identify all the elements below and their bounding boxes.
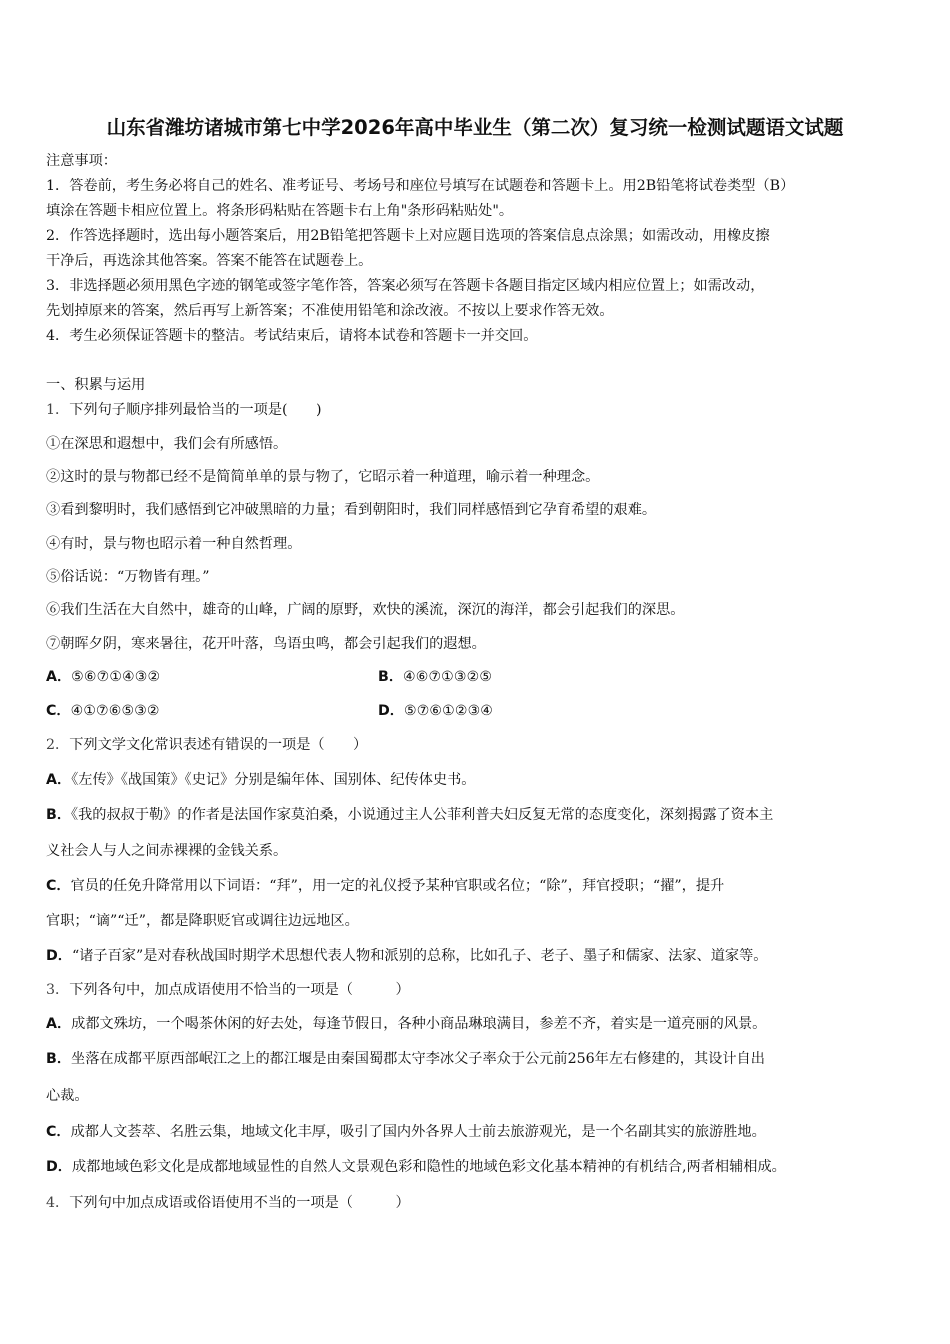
question-stem: 下列句中加点成语或俗语使用不当的一项是（ ） [69, 1195, 410, 1211]
sentence-item: ②这时的景与物都已经不是简简单单的景与物了，它昭示着一种道理，喻示着一种理念。 [46, 469, 600, 485]
option-label: B． [46, 1051, 72, 1067]
sentence-item: ③看到黎明时，我们感悟到它冲破黑暗的力量；看到朝阳时，我们同样感悟到它孕育希望的艰难。 [46, 502, 657, 518]
sentence-item: ⑦朝晖夕阴，寒来暑往，花开叶落，鸟语虫鸣，都会引起我们的遐想。 [46, 636, 486, 652]
option-c[interactable] [46, 877, 724, 895]
option-label: C． [46, 1124, 71, 1140]
sentence-item: ⑤俗话说：“万物皆有理。” [46, 569, 210, 585]
question-number: 3． [46, 982, 70, 998]
option-b-continuation: 义社会人与人之间赤裸裸的金钱关系。 [46, 843, 288, 859]
option-b-continuation: 心裁。 [46, 1088, 89, 1104]
question-number: 2． [46, 737, 70, 753]
option-label: B． [46, 807, 72, 823]
option-text: 官员的任免升降常用以下词语：“拜”，用一定的礼仪授予某种官职或名位；“除”，拜官授职；“擢”，提升 [70, 878, 725, 894]
option-label: C． [46, 703, 71, 719]
question-1-stem [46, 401, 321, 419]
notice-line: 3．非选择题必须用黑色字迹的钢笔或签字笔作答，答案必须写在答题卡各题目指定区域内相应位置上；如需改动， [46, 278, 765, 294]
option-label: D． [378, 703, 404, 719]
question-3-stem [46, 981, 410, 999]
question-stem: 下列句子顺序排列最恰当的一项是( ) [69, 402, 322, 418]
option-text: 《我的叔叔于勒》的作者是法国作家莫泊桑，小说通过主人公菲利普夫妇反复无常的态度变化，深刻揭露了资本主 [71, 807, 774, 823]
option-text: 《左传》《战国策》《史记》分别是编年体、国别体、纪传体史书。 [71, 772, 476, 788]
notice-line: 1．答卷前，考生务必将自己的姓名、准考证号、考场号和座位号填写在试题卷和答题卡上。用2B铅笔将试卷类型（B） [46, 178, 795, 194]
notice-line: 干净后，再选涂其他答案。答案不能答在试题卷上。 [46, 253, 373, 269]
notice-heading: 注意事项： [46, 153, 117, 169]
option-text: ④⑥⑦①③②⑤ [403, 669, 493, 685]
option-a[interactable] [46, 668, 160, 686]
option-d[interactable] [46, 1158, 786, 1176]
question-number: 1． [46, 402, 70, 418]
option-label: D． [46, 1159, 72, 1175]
option-text: ⑤⑥⑦①④③② [71, 669, 161, 685]
option-text: ⑤⑦⑥①②③④ [403, 703, 494, 719]
option-a[interactable] [46, 1015, 766, 1033]
option-label: C． [46, 878, 71, 894]
option-label: A． [46, 1016, 72, 1032]
page-title: 山东省潍坊诸城市第七中学2026年高中毕业生（第二次）复习统一检测试题语文试题 [106, 116, 844, 139]
option-c-continuation: 官职；“谪”“迁”，都是降职贬官或调往边远地区。 [46, 913, 359, 929]
option-label: A． [46, 772, 72, 788]
notice-line: 2．作答选择题时，选出每小题答案后，用2B铅笔把答题卡上对应题目选项的答案信息点涂黑；如需改动，用橡皮擦 [46, 228, 770, 244]
option-text: 成都文殊坊，一个喝茶休闲的好去处，每逢节假日，各种小商品琳琅满目，参差不齐，着实是一道亮丽的风景。 [71, 1016, 767, 1032]
option-b[interactable] [378, 668, 492, 686]
sentence-item: ⑥我们生活在大自然中，雄奇的山峰，广阔的原野，欢快的溪流，深沉的海洋，都会引起我们的深思。 [46, 602, 685, 618]
option-text: 成都地域色彩文化是成都地域显性的自然人文景观色彩和隐性的地域色彩文化基本精神的有机结合,两者相辅相成。 [71, 1159, 786, 1175]
option-text: “诸子百家”是对春秋战国时期学术思想代表人物和派别的总称，比如孔子、老子、墨子和儒家、法家、道家等。 [71, 948, 768, 964]
question-stem: 下列文学文化常识表述有错误的一项是（ ） [69, 737, 368, 753]
option-c[interactable] [46, 702, 160, 720]
option-d[interactable] [46, 947, 767, 965]
question-number: 4． [46, 1195, 70, 1211]
option-d[interactable] [378, 702, 493, 720]
section-heading: 一、积累与运用 [46, 377, 146, 393]
option-label: D． [46, 948, 72, 964]
option-label: A． [46, 669, 72, 685]
option-b[interactable] [46, 1050, 765, 1068]
question-4-stem [46, 1194, 410, 1212]
notice-line: 4．考生必须保证答题卡的整洁。考试结束后，请将本试卷和答题卡一并交回。 [46, 328, 538, 344]
option-a[interactable] [46, 771, 476, 789]
option-label: B． [378, 669, 404, 685]
sentence-item: ①在深思和遐想中，我们会有所感悟。 [46, 436, 288, 452]
option-text: 坐落在成都平原西部岷江之上的都江堰是由秦国蜀郡太守李冰父子率众于公元前256年左右修建的，其设计自出 [71, 1051, 765, 1067]
notice-line: 先划掉原来的答案，然后再写上新答案；不准使用铅笔和涂改液。不按以上要求作答无效。 [46, 303, 614, 319]
sentence-item: ④有时，景与物也昭示着一种自然哲理。 [46, 536, 302, 552]
option-text: ④①⑦⑥⑤③② [70, 703, 160, 719]
notice-line: 填涂在答题卡相应位置上。将条形码粘贴在答题卡右上角"条形码粘贴处"。 [46, 203, 514, 219]
option-b[interactable] [46, 806, 773, 824]
question-stem: 下列各句中，加点成语使用不恰当的一项是（ ） [69, 982, 410, 998]
option-c[interactable] [46, 1123, 766, 1141]
option-text: 成都人文荟萃、名胜云集，地域文化丰厚，吸引了国内外各界人士前去旅游观光，是一个名副其实的旅游胜地。 [70, 1124, 766, 1140]
question-2-stem [46, 736, 367, 754]
